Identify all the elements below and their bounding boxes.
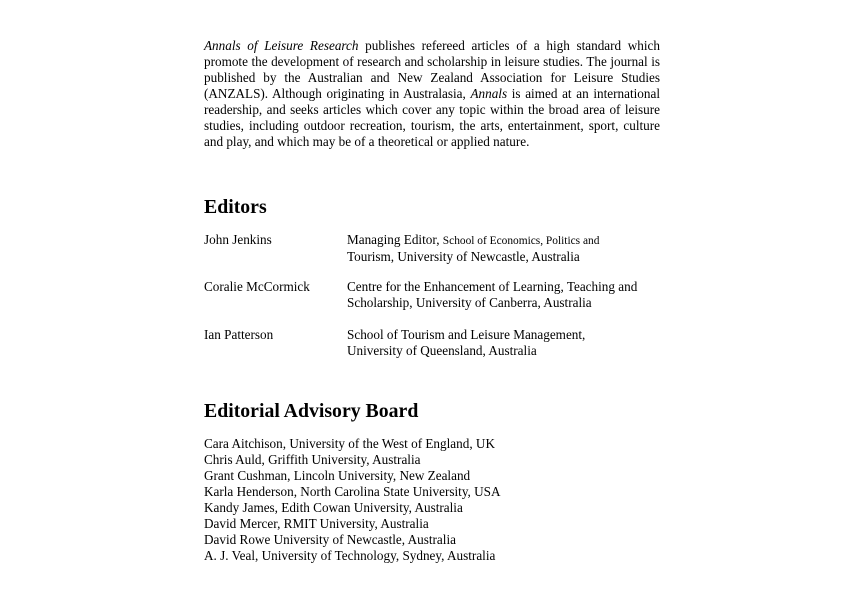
journal-title: Annals of Leisure Research xyxy=(204,38,359,53)
affiliation-line-2: Scholarship, University of Canberra, Australia xyxy=(347,295,592,310)
board-member: Cara Aitchison, University of the West of England, UK xyxy=(204,436,495,451)
advisory-board-heading: Editorial Advisory Board xyxy=(204,400,419,422)
journal-description xyxy=(204,38,660,150)
affiliation-line-2: Tourism, University of Newcastle, Australia xyxy=(347,249,580,264)
journal-short-title: Annals xyxy=(470,86,508,101)
affiliation-line-1 xyxy=(347,232,667,249)
board-member: David Rowe University of Newcastle, Australia xyxy=(204,532,456,547)
editor-name: Ian Patterson xyxy=(204,327,274,342)
description-part-2: is aimed at an international readership, and seeks articles which cover any topic within the broad area of leisure studies, including outdoor recreation, tourism, the arts, entertainment, sport, culture and play, and which may be of a theoretical or applied nature. xyxy=(204,86,660,149)
affiliation-line-1: School of Tourism and Leisure Management, xyxy=(347,327,586,342)
editor-role: Managing Editor, xyxy=(347,232,443,247)
editor-affiliation xyxy=(347,327,667,359)
board-member: A. J. Veal, University of Technology, Sydney, Australia xyxy=(204,548,496,563)
board-member: Chris Auld, Griffith University, Australia xyxy=(204,452,421,467)
editor-name: John Jenkins xyxy=(204,232,272,247)
affiliation-line-1: Centre for the Enhancement of Learning, Teaching and xyxy=(347,279,638,294)
board-member: Grant Cushman, Lincoln University, New Zealand xyxy=(204,468,471,483)
editor-affiliation xyxy=(347,279,667,311)
affiliation-text: School of Economics, Politics and xyxy=(442,235,600,247)
board-member: David Mercer, RMIT University, Australia xyxy=(204,516,429,531)
affiliation-line-2: University of Queensland, Australia xyxy=(347,343,537,358)
board-member: Kandy James, Edith Cowan University, Australia xyxy=(204,500,463,515)
advisory-board-list xyxy=(204,436,501,564)
board-member: Karla Henderson, North Carolina State University, USA xyxy=(204,484,501,499)
editors-heading: Editors xyxy=(204,196,267,218)
editor-name: Coralie McCormick xyxy=(204,279,310,294)
description-part-1: publishes refereed articles of a high standard which promote the development of research and scholarship in leisure studies. The journal is published by the Australian and New Zealand Association for Leisure Studies (ANZALS). Although originating in Australasia, xyxy=(204,38,661,101)
editor-affiliation xyxy=(347,232,667,265)
